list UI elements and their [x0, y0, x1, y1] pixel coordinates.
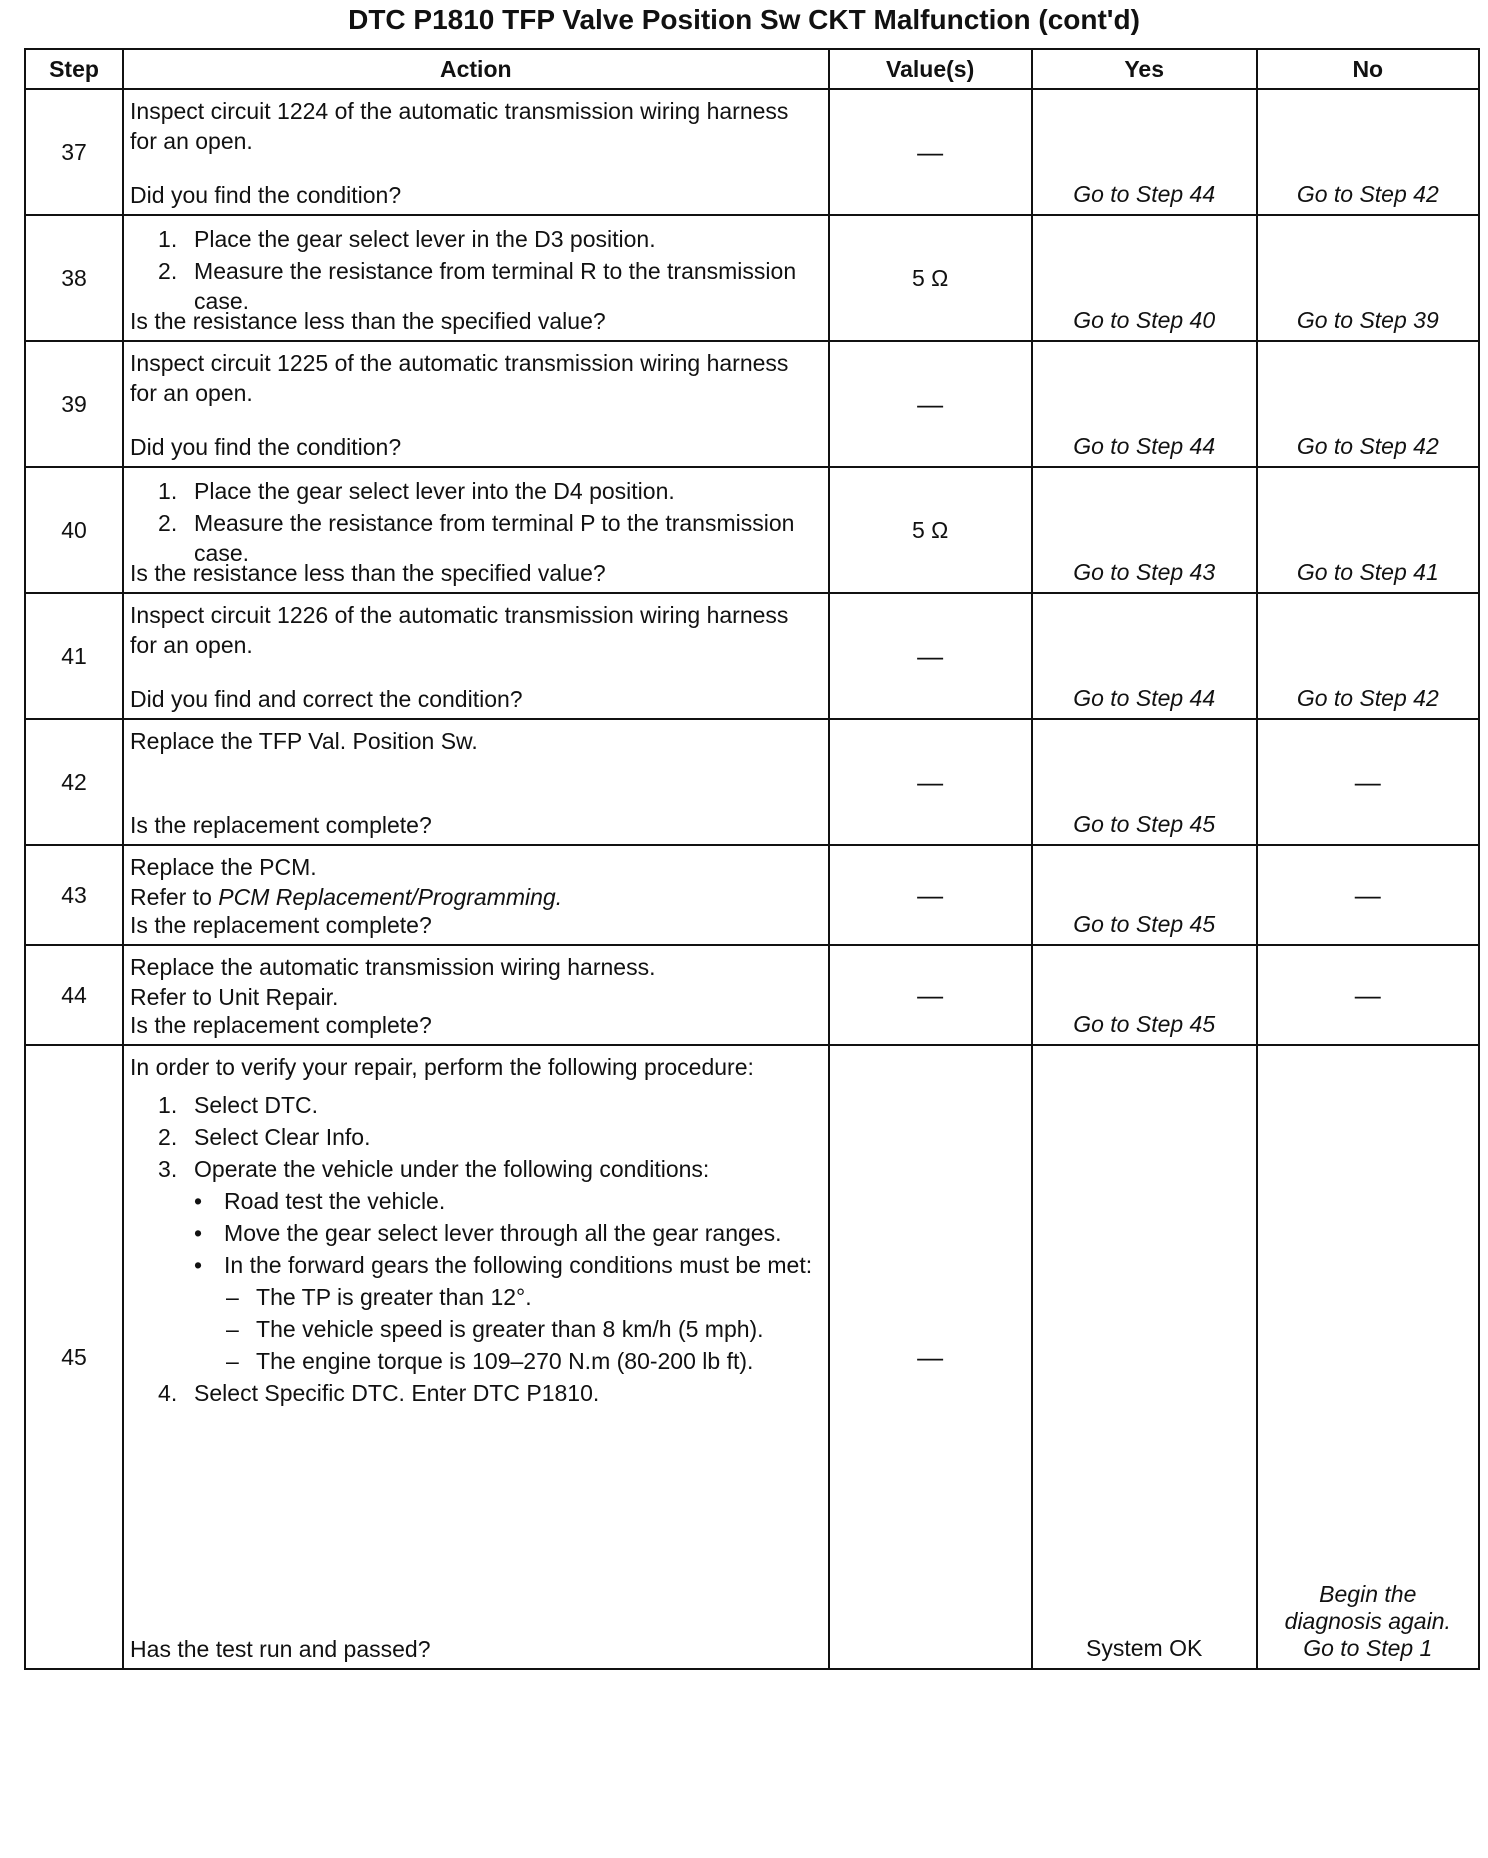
table-row: [25, 945, 1479, 1045]
no-line: diagnosis again.: [1284, 1608, 1451, 1634]
no-cell: Go to Step 42: [1257, 593, 1479, 719]
value-cell: —: [829, 1045, 1032, 1669]
value-cell: 5 Ω: [829, 215, 1032, 341]
numbered-item: 4. Select Specific DTC. Enter DTC P1810.: [158, 1380, 600, 1406]
no-line: Begin the: [1319, 1581, 1417, 1607]
action-cell: [123, 215, 828, 341]
yes-cell: Go to Step 43: [1032, 467, 1257, 593]
yes-cell: Go to Step 45: [1032, 945, 1257, 1045]
step-number: 39: [25, 341, 123, 467]
dash-item: – The engine torque is 109–270 N.m (80-200 lb ft).: [226, 1348, 754, 1374]
step-number: 42: [25, 719, 123, 845]
action-cell: [123, 845, 828, 945]
no-cell: —: [1257, 845, 1479, 945]
action-cell: [123, 719, 828, 845]
action-cell: [123, 341, 828, 467]
yes-cell: Go to Step 44: [1032, 89, 1257, 215]
numbered-item: 2. Measure the resistance from terminal P to the transmission case.: [158, 510, 795, 566]
numbered-item: 1. Place the gear select lever into the D4 position.: [158, 478, 675, 504]
action-question: Did you find and correct the condition?: [130, 686, 523, 712]
step-number: 40: [25, 467, 123, 593]
action-text: Inspect circuit 1226 of the automatic transmission wiring harness for an open.: [130, 602, 789, 658]
action-question: Is the resistance less than the specified value?: [130, 308, 606, 334]
action-text: Replace the PCM.: [130, 854, 317, 880]
value-cell: —: [829, 341, 1032, 467]
no-cell: Go to Step 42: [1257, 341, 1479, 467]
action-question: Did you find the condition?: [130, 434, 402, 460]
action-cell: [123, 593, 828, 719]
yes-cell: Go to Step 45: [1032, 845, 1257, 945]
numbered-item: 1. Select DTC.: [158, 1092, 319, 1118]
numbered-item: 2. Measure the resistance from terminal R to the transmission case.: [158, 258, 797, 314]
action-text: Inspect circuit 1225 of the automatic transmission wiring harness for an open.: [130, 350, 789, 406]
dash-item: – The vehicle speed is greater than 8 km/h (5 mph).: [226, 1316, 764, 1342]
table-row: [25, 467, 1479, 593]
table-row: [25, 719, 1479, 845]
action-question: Is the replacement complete?: [130, 812, 432, 838]
yes-cell: Go to Step 45: [1032, 719, 1257, 845]
bullet-item: • In the forward gears the following conditions must be met:: [194, 1252, 813, 1278]
action-text: Refer to Unit Repair.: [130, 984, 339, 1010]
numbered-item: 3. Operate the vehicle under the following conditions:: [158, 1156, 710, 1182]
diagnostic-table: [24, 48, 1480, 1670]
yes-cell: Go to Step 40: [1032, 215, 1257, 341]
table-row: [25, 215, 1479, 341]
no-cell: [1257, 1045, 1479, 1669]
value-cell: 5 Ω: [829, 467, 1032, 593]
step-number: 45: [25, 1045, 123, 1669]
action-text: Replace the automatic transmission wiring harness.: [130, 954, 656, 980]
header-values: Value(s): [829, 49, 1032, 89]
action-cell: [123, 945, 828, 1045]
no-cell: —: [1257, 719, 1479, 845]
action-question: Is the replacement complete?: [130, 1012, 432, 1038]
header-action: Action: [123, 49, 828, 89]
numbered-item: 1. Place the gear select lever in the D3 position.: [158, 226, 656, 252]
action-text: Replace the TFP Val. Position Sw.: [130, 728, 478, 754]
table-header-row: [25, 49, 1479, 89]
no-cell: Go to Step 41: [1257, 467, 1479, 593]
action-question: Did you find the condition?: [130, 182, 402, 208]
header-step: Step: [25, 49, 123, 89]
bullet-item: • Move the gear select lever through all the gear ranges.: [194, 1220, 782, 1246]
table-row: [25, 593, 1479, 719]
no-cell: —: [1257, 945, 1479, 1045]
bullet-item: • Road test the vehicle.: [194, 1188, 446, 1214]
action-reference: Refer to PCM Replacement/Programming.: [130, 884, 563, 910]
table-row: [25, 89, 1479, 215]
action-question: Has the test run and passed?: [130, 1636, 431, 1662]
page-title: DTC P1810 TFP Valve Position Sw CKT Malfunction (cont'd): [348, 4, 1140, 35]
action-cell: [123, 1045, 828, 1669]
action-question: Is the resistance less than the specified value?: [130, 560, 606, 586]
yes-cell: Go to Step 44: [1032, 341, 1257, 467]
value-cell: —: [829, 89, 1032, 215]
value-cell: —: [829, 719, 1032, 845]
header-yes: Yes: [1032, 49, 1257, 89]
reference-link[interactable]: PCM Replacement/Programming.: [218, 884, 563, 910]
header-no: No: [1257, 49, 1479, 89]
action-question: Is the replacement complete?: [130, 912, 432, 938]
step-number: 44: [25, 945, 123, 1045]
step-number: 41: [25, 593, 123, 719]
action-cell: [123, 467, 828, 593]
dash-item: – The TP is greater than 12°.: [226, 1284, 532, 1310]
yes-cell: Go to Step 44: [1032, 593, 1257, 719]
no-line: Go to Step 1: [1303, 1635, 1433, 1661]
yes-cell: System OK: [1032, 1045, 1257, 1669]
numbered-item: 2. Select Clear Info.: [158, 1124, 371, 1150]
table-row: [25, 1045, 1479, 1669]
action-text: Inspect circuit 1224 of the automatic transmission wiring harness for an open.: [130, 98, 789, 154]
step-number: 43: [25, 845, 123, 945]
step-number: 38: [25, 215, 123, 341]
value-cell: —: [829, 945, 1032, 1045]
value-cell: —: [829, 593, 1032, 719]
step-number: 37: [25, 89, 123, 215]
action-cell: [123, 89, 828, 215]
no-cell: Go to Step 42: [1257, 89, 1479, 215]
action-intro: In order to verify your repair, perform the following procedure:: [130, 1054, 754, 1080]
value-cell: —: [829, 845, 1032, 945]
no-cell: Go to Step 39: [1257, 215, 1479, 341]
table-row: [25, 341, 1479, 467]
table-row: [25, 845, 1479, 945]
